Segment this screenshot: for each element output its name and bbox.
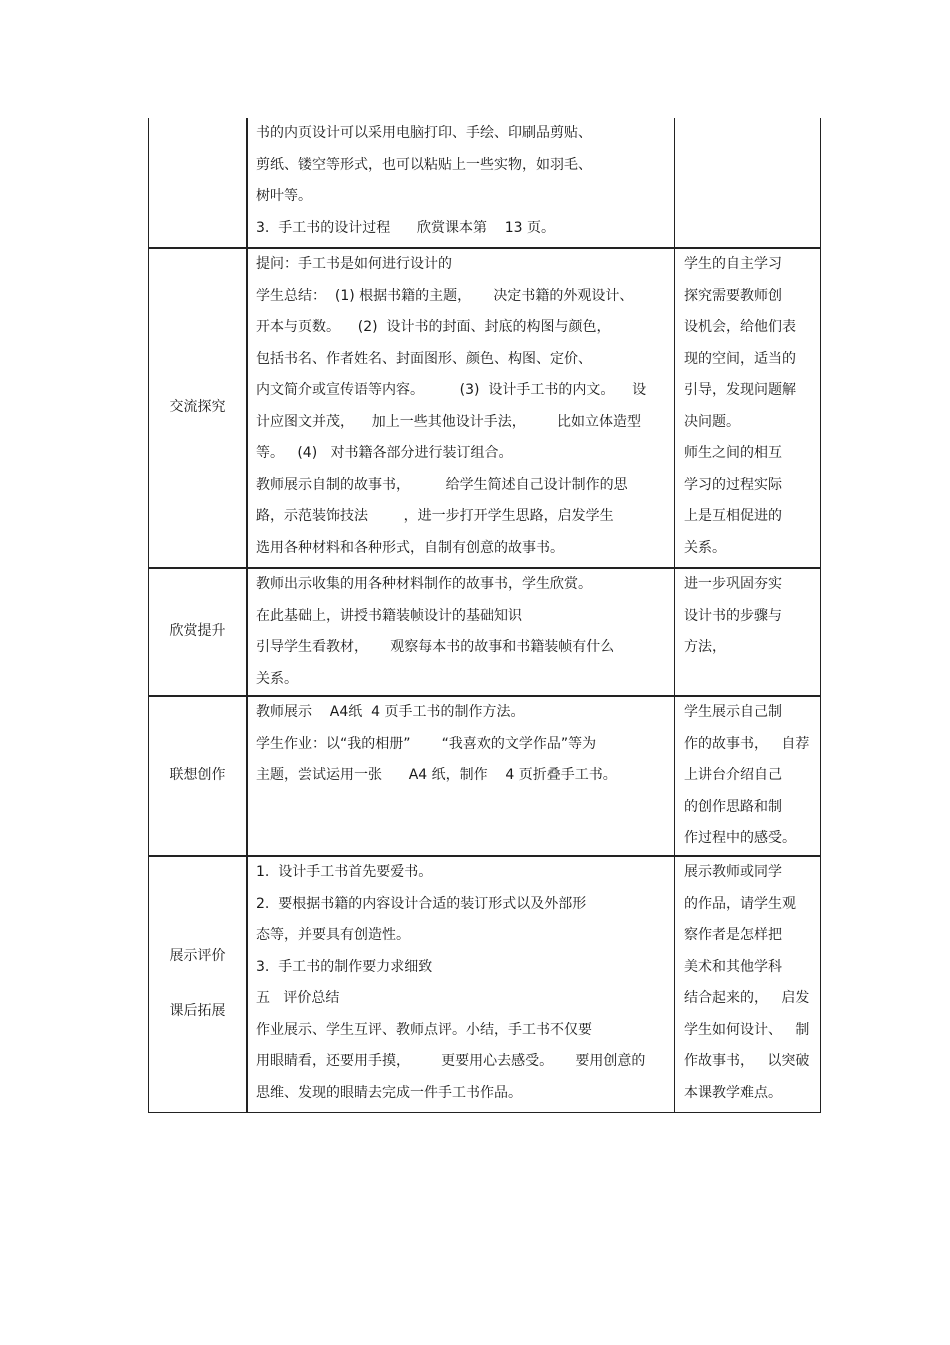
intent-line: 的作品，请学生观	[684, 895, 796, 912]
stage-label: 欣赏提升	[169, 623, 226, 640]
intent-line: 进一步巩固夯实	[684, 576, 782, 592]
intent-cell	[675, 248, 821, 568]
content-line: 剪纸、镂空等形式，也可以粘贴上一些实物，如羽毛、	[256, 156, 592, 173]
content-cell	[247, 568, 675, 696]
intent-line: 师生之间的相互	[684, 445, 782, 461]
content-line: 3. 手工书的设计过程 欣赏课本第 13 页。	[256, 219, 556, 236]
content-line: 教师展示 A4纸 4 页手工书的制作方法。	[256, 704, 525, 720]
content-line: 包括书名、作者姓名、封面图形、颜色、构图、定价、	[256, 350, 592, 367]
content-line: 态等，并要具有创造性。	[256, 927, 410, 943]
intent-line: 作故事书， 以突破	[684, 1053, 810, 1069]
intent-line: 设计书的步骤与	[684, 607, 782, 624]
stage-label: 展示评价	[169, 947, 226, 964]
lesson-row	[149, 696, 821, 856]
content-line: 开本与页数。 (2) 设计书的封面、封底的构图与颜色，	[256, 319, 611, 335]
intent-line: 学生如何设计、 制	[684, 1021, 810, 1038]
content-line: 用眼睛看，还要用手摸， 更要用心去感受。 要用创意的	[256, 1053, 646, 1069]
content-line: 作业展示、学生互评、教师点评。小结，手工书不仅要	[256, 1021, 592, 1038]
content-line: 教师展示自制的故事书， 给学生简述自己设计制作的思	[256, 476, 628, 493]
content-line: 书的内页设计可以采用电脑打印、手绘、印刷品剪贴、	[256, 125, 592, 141]
intent-line: 展示教师或同学	[684, 864, 782, 880]
intent-line: 上是互相促进的	[684, 508, 782, 524]
intent-line: 的创作思路和制	[684, 798, 782, 815]
content-line: 内文简介或宣传语等内容。 (3) 设计手工书的内文。 设	[256, 382, 647, 398]
intent-cell	[675, 118, 821, 248]
intent-line: 引导，发现问题解	[684, 382, 796, 398]
intent-line: 作过程中的感受。	[684, 830, 796, 846]
stage-cell	[149, 568, 248, 696]
lesson-row	[149, 248, 821, 568]
intent-line: 学生展示自己制	[684, 704, 782, 720]
intent-cell	[675, 856, 821, 1112]
lesson-row	[149, 568, 821, 696]
intent-cell	[675, 568, 821, 696]
content-cell	[247, 856, 675, 1112]
content-line: 路，示范装饰技法 ，进一步打开学生思路，启发学生	[256, 508, 614, 524]
intent-line: 学习的过程实际	[684, 476, 782, 493]
content-line: 1. 设计手工书首先要爱书。	[256, 864, 433, 880]
content-line: 学生作业：以“我的相册” “我喜欢的文学作品”等为	[256, 735, 597, 752]
content-line: 3. 手工书的制作要力求细致	[256, 958, 433, 975]
intent-line: 设机会，给他们表	[684, 319, 796, 335]
content-line: 2. 要根据书籍的内容设计合适的装订形式以及外部形	[256, 895, 587, 912]
content-line: 学生总结： (1) 根据书籍的主题， 决定书籍的外观设计、	[256, 287, 634, 304]
intent-line: 作的故事书， 自荐	[684, 735, 810, 752]
lesson-row	[149, 118, 821, 248]
content-cell	[247, 248, 675, 568]
lesson-plan-table	[148, 118, 821, 1113]
content-line: 在此基础上，讲授书籍装帧设计的基础知识	[256, 607, 522, 624]
content-line: 教师出示收集的用各种材料制作的故事书，学生欣赏。	[256, 576, 592, 592]
content-cell	[247, 118, 675, 248]
intent-line: 学生的自主学习	[684, 256, 782, 272]
stage-cell	[149, 696, 248, 856]
stage-cell	[149, 856, 248, 1112]
intent-line: 现的空间，适当的	[684, 350, 796, 367]
intent-line: 探究需要教师创	[684, 287, 782, 304]
intent-line: 上讲台介绍自己	[684, 767, 782, 783]
intent-line: 美术和其他学科	[684, 958, 782, 975]
stage-label: 课后拓展	[169, 1003, 226, 1020]
content-line: 提问：手工书是如何进行设计的	[256, 256, 452, 272]
content-line: 关系。	[256, 670, 298, 687]
intent-line: 决问题。	[684, 413, 740, 430]
content-line: 五 评价总结	[256, 990, 340, 1006]
content-line: 选用各种材料和各种形式，自制有创意的故事书。	[256, 539, 564, 556]
content-line: 引导学生看教材， 观察每本书的故事和书籍装帧有什么	[256, 639, 615, 655]
content-cell	[247, 696, 675, 856]
content-line: 等。 (4) 对书籍各部分进行装订组合。	[256, 445, 513, 461]
stage-label: 联想创作	[169, 767, 226, 784]
intent-cell	[675, 696, 821, 856]
stage-cell	[149, 118, 248, 248]
stage-label: 交流探究	[169, 399, 226, 416]
lesson-row	[149, 856, 821, 1112]
stage-cell	[149, 248, 248, 568]
intent-line: 方法，	[684, 639, 726, 655]
intent-line: 察作者是怎样把	[684, 927, 782, 943]
intent-line: 本课教学难点。	[684, 1084, 782, 1101]
content-line: 计应图文并茂， 加上一些其他设计手法， 比如立体造型	[256, 413, 641, 430]
intent-line: 结合起来的， 启发	[684, 990, 810, 1006]
content-line: 思维、发现的眼睛去完成一件手工书作品。	[256, 1084, 522, 1101]
content-line: 主题，尝试运用一张 A4 纸，制作 4 页折叠手工书。	[256, 767, 617, 783]
content-line: 树叶等。	[256, 188, 312, 204]
intent-line: 关系。	[684, 539, 726, 556]
